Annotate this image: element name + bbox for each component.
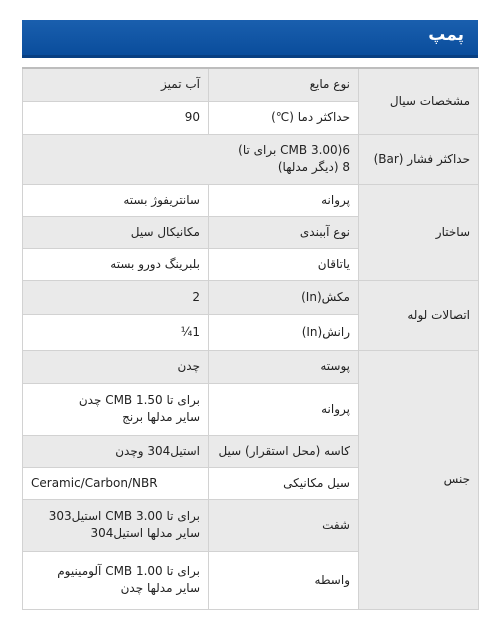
label-cell: کاسه (محل استقرار) سیل	[209, 435, 359, 467]
value-line: برای تا CMB 1.50 چدن	[78, 393, 200, 407]
label-cell: رانش(In)	[209, 314, 359, 350]
category-cell: جنس	[359, 350, 479, 609]
label-cell: نوع مایع	[209, 68, 359, 101]
label-cell: پوسته	[209, 350, 359, 383]
label-cell: پروانه	[209, 184, 359, 216]
value-line: سایر مدلها استیل304	[90, 526, 200, 540]
value-cell: استیل304 وچدن	[23, 435, 209, 467]
value-cell: چدن	[23, 350, 209, 383]
spec-table	[22, 67, 479, 610]
value-cell: سانتریفوژ بسته	[23, 184, 209, 216]
label-cell: یاتاقان	[209, 248, 359, 280]
value-cell	[23, 383, 209, 435]
label-cell: سیل مکانیکی	[209, 467, 359, 499]
table-row	[23, 280, 479, 314]
value-cell: Ceramic/Carbon/NBR	[23, 467, 209, 499]
value-cell	[23, 134, 359, 184]
label-cell: پروانه	[209, 383, 359, 435]
value-cell: 2	[23, 280, 209, 314]
value-cell: مکانیکال سیل	[23, 216, 209, 248]
label-cell: مکش(In)	[209, 280, 359, 314]
value-cell	[23, 499, 209, 551]
table-row	[23, 350, 479, 383]
value-line: 8 (دیگر مدلها)	[277, 160, 350, 174]
value-line: 6(CMB 3.00 برای تا)	[238, 143, 350, 157]
value-cell: آب تمیز	[23, 68, 209, 101]
table-row	[23, 134, 479, 184]
value-line: برای تا CMB 1.00 آلومینیوم	[57, 564, 200, 578]
value-cell: 90	[23, 101, 209, 134]
category-cell: اتصالات لوله	[359, 280, 479, 350]
label-cell: حداکثر دما (℃)	[209, 101, 359, 134]
label-cell: شفت	[209, 499, 359, 551]
section-title: پمپ	[428, 25, 464, 45]
value-cell: 1¼	[23, 314, 209, 350]
section-header	[22, 20, 478, 58]
label-cell: نوع آببندی	[209, 216, 359, 248]
value-line: سایر مدلها برنج	[122, 410, 200, 424]
category-cell: ساختار	[359, 184, 479, 280]
value-line: سایر مدلها چدن	[120, 581, 200, 595]
value-cell	[23, 551, 209, 609]
value-cell: بلبرینگ دورو بسته	[23, 248, 209, 280]
table-row	[23, 184, 479, 216]
value-line: برای تا CMB 3.00 استیل303	[48, 509, 200, 523]
table-row	[23, 68, 479, 101]
category-cell: حداکثر فشار (Bar)	[359, 134, 479, 184]
label-cell: واسطه	[209, 551, 359, 609]
category-cell: مشخصات سیال	[359, 68, 479, 134]
